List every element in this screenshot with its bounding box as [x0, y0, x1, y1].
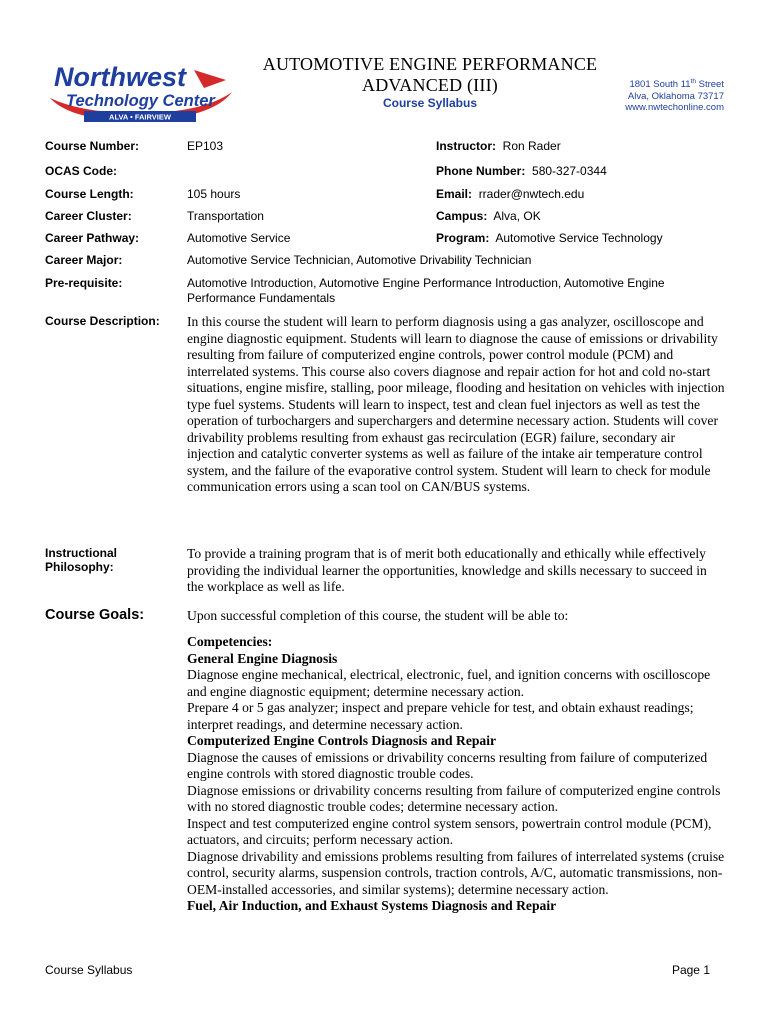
- career-major-value: Automotive Service Technician, Automotive Drivability Technician: [187, 253, 532, 267]
- instructor-row: Instructor: Ron Rader: [436, 139, 561, 153]
- instructional-philosophy-label: Instructional Philosophy:: [45, 546, 118, 574]
- career-pathway-label: Career Pathway:: [45, 231, 140, 245]
- instructor-value: Ron Rader: [502, 139, 561, 153]
- section-heading: General Engine Diagnosis: [187, 650, 338, 666]
- course-description-text: In this course the student will learn to perform diagnosis using a gas analyzer, oscilloscope and engine diagnostic equipment. Students will learn to diagnose the cause of emissions or drivability resulting from failure of computerized engine controls, power control module (PCM) and interrelated systems. This course also covers diagnose and repair action for hot and cold no-start situations, engine misfire, stalling, poor mileage, flooding and hesitation on vehicles with injection type fuel systems. Students will learn to inspect, test and clean fuel injectors as well as test the operation of turbochargers and superchargers and determine necessary action. Students will cover drivability problems resulting from exhaust gas recirculation (EGR) failure, secondary air injection and catalytic converter systems as well as failure of the intake air temperature control system, and the failure of the evaporative control system. Student will learn to check for module communication errors using a scan tool on CAN/BUS systems.: [187, 314, 725, 494]
- phone-value: 580-327-0344: [532, 164, 607, 178]
- email-row: Email: rrader@nwtech.edu: [436, 187, 585, 201]
- prerequisite-value: Automotive Introduction, Automotive Engine Performance Introduction, Automotive Engine Performance Fundamentals: [187, 276, 665, 305]
- course-length-value: 105 hours: [187, 187, 241, 201]
- career-major-label: Career Major:: [45, 253, 123, 267]
- program-row: Program: Automotive Service Technology: [436, 231, 663, 245]
- competency-item: Diagnose drivability and emissions problems resulting from failures of interrelated systems (cruise control, security alarms, suspension controls, traction controls, A/C, automatic transmissions, non-OEM-installed accessories, and similar systems); determine necessary action.: [187, 848, 725, 897]
- competency-item: Diagnose the causes of emissions or drivability concerns resulting from failure of computerized engine controls with stored diagnostic trouble codes.: [187, 749, 708, 781]
- address-web[interactable]: www.nwtechonline.com: [625, 102, 724, 114]
- logo-graphic: [44, 58, 239, 128]
- address-block: [625, 76, 724, 114]
- course-length-label: Course Length:: [45, 187, 134, 201]
- course-goals-intro: Upon successful completion of this course, the student will be able to:: [187, 608, 569, 623]
- competency-item: Inspect and test computerized engine control system sensors, powertrain control module (PCM), actuators, and circuits; perform necessary action.: [187, 815, 712, 847]
- page-title-line2: ADVANCED (III): [362, 75, 498, 95]
- address-city: Alva, Oklahoma 73717: [627, 90, 724, 102]
- email-value[interactable]: rrader@nwtech.edu: [478, 187, 585, 201]
- competency-item: Diagnose emissions or drivability concerns resulting from failure of computerized engine controls with no stored diagnostic trouble codes; determine necessary action.: [187, 782, 721, 814]
- address-street: 1801 South 11th Street: [629, 78, 724, 91]
- competencies-list: [187, 634, 725, 915]
- section-heading: Fuel, Air Induction, and Exhaust Systems Diagnosis and Repair: [187, 898, 557, 913]
- page-title-line1: AUTOMOTIVE ENGINE PERFORMANCE: [262, 54, 598, 74]
- campus-value: Alva, OK: [493, 209, 541, 223]
- course-goals-label: Course Goals:: [45, 607, 145, 623]
- logo-word-northwest: Northwest: [54, 62, 187, 92]
- program-value: Automotive Service Technology: [495, 231, 663, 245]
- phone-row: Phone Number: 580-327-0344: [436, 164, 607, 178]
- footer-left: Course Syllabus: [45, 963, 133, 977]
- campus-row: Campus: Alva, OK: [436, 209, 541, 223]
- course-description-label: Course Description:: [45, 314, 160, 328]
- page-number: Page 1: [671, 963, 710, 977]
- career-pathway-value: Automotive Service: [187, 231, 291, 245]
- competency-item: Prepare 4 or 5 gas analyzer; inspect and prepare vehicle for test, and obtain exhaust readings; interpret readings, and determine necessary action.: [187, 700, 694, 732]
- competencies-heading: Competencies:: [187, 634, 273, 649]
- course-number-label: Course Number:: [45, 139, 140, 153]
- logo: [44, 58, 239, 128]
- course-number-value: EP103: [187, 139, 224, 153]
- competency-item: Diagnose engine mechanical, electrical, electronic, fuel, and ignition concerns with oscilloscope and engine diagnostic equipment; determine necessary action.: [187, 667, 711, 699]
- logo-word-technology-center: Technology Center: [66, 92, 215, 110]
- logo-word-alva-fairview: ALVA • FAIRVIEW: [109, 112, 171, 122]
- prerequisite-label: Pre-requisite:: [45, 276, 123, 290]
- career-cluster-value: Transportation: [187, 209, 264, 223]
- instructional-philosophy-text: To provide a training program that is of merit both educationally and ethically while effectively providing the individual learner the opportunities, knowledge and skills necessary to succeed in the workplace as well as life.: [187, 546, 707, 594]
- ocas-label: OCAS Code:: [45, 164, 117, 178]
- page-subtitle: Course Syllabus: [382, 96, 478, 110]
- title-block: [240, 54, 620, 111]
- section-heading: Computerized Engine Controls Diagnosis and Repair: [187, 733, 497, 748]
- career-cluster-label: Career Cluster:: [45, 209, 132, 223]
